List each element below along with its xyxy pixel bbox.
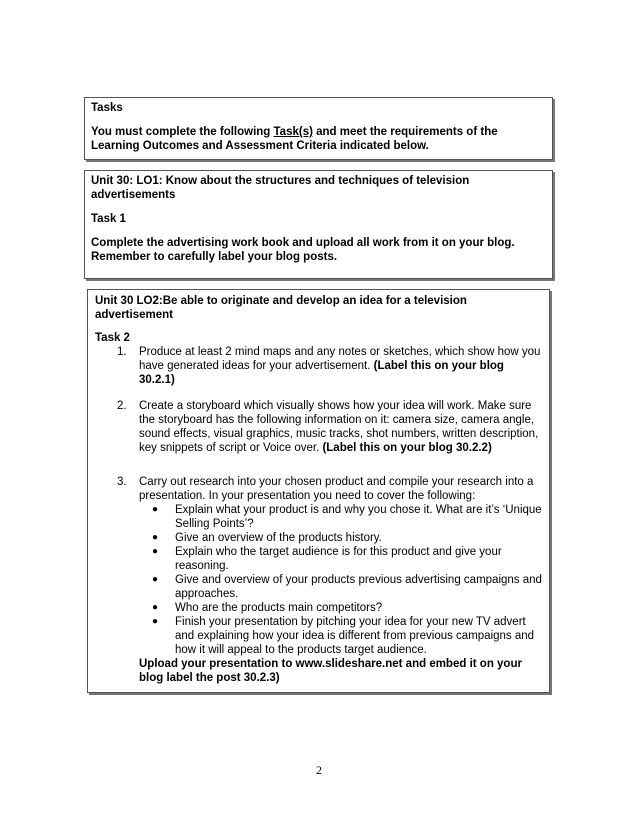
bullet-item [95, 545, 542, 573]
tasks-link[interactable]: Task(s) [273, 126, 313, 138]
task2-item-1 [95, 345, 542, 387]
task2-item-2 [95, 399, 542, 455]
item-label: (Label this on your blog 30.2.2) [322, 442, 492, 454]
upload-instructions: Upload your presentation to www.slideshare.net and embed it on your blog label the post 30.2.3) [139, 658, 522, 684]
bullet-text: Explain who the target audience is for this product and give your reasoning. [175, 546, 502, 572]
tasks-box [84, 97, 553, 160]
item-number: 2. [117, 400, 127, 412]
item-text: Produce at least 2 mind maps and any notes or sketches, which show how you have generated ideas for your advertisement. [139, 346, 541, 372]
bullet-text: Give and overview of your products previous advertising campaigns and approaches. [175, 574, 542, 600]
bullet-icon: ● [152, 504, 159, 515]
bullet-text: Explain what your product is and why you chose it. What are it’s ‘Unique Selling Points’? [175, 504, 542, 530]
tasks-text-before: You must complete the following [91, 126, 274, 138]
tasks-heading: Tasks [91, 102, 123, 114]
bullet-item [95, 601, 542, 615]
bullet-item [95, 615, 542, 657]
bullet-icon: ● [152, 574, 159, 585]
bullet-text: Finish your presentation by pitching your idea for your new TV advert and explaining how your idea is different from previous campaigns and how it will appeal to the products target audience. [175, 616, 535, 656]
bullet-icon: ● [152, 616, 159, 627]
page-number: 2 [316, 763, 322, 777]
task1-label: Task 1 [91, 213, 126, 225]
lo2-title: Unit 30 LO2:Be able to originate and develop an idea for a television advertisement [95, 295, 467, 321]
item-text: Carry out research into your chosen product and compile your research into a presentation. In your presentation you need to cover the following: [139, 476, 534, 502]
bullet-icon: ● [152, 546, 159, 557]
task1-instructions: Complete the advertising work book and upload all work from it on your blog. Remember to carefully label your blog posts. [91, 237, 515, 263]
bullet-item [95, 503, 542, 531]
bullet-text: Who are the products main competitors? [175, 602, 383, 614]
unit30-lo2-box [87, 289, 550, 693]
item-text: Create a storyboard which visually shows how your idea will work. Make sure the storyboard has the following information on it: camera size, camera angle, sound effects, visual graphics, music tracks, shot numbers, written description, key snippets of script or Voice over. [139, 400, 539, 454]
lo1-title: Unit 30: LO1: Know about the structures and techniques of television advertisements [91, 175, 470, 201]
item-number: 3. [117, 476, 127, 488]
tasks-text-after: and meet the requirements of the Learning Outcomes and Assessment Criteria indicated below. [91, 126, 498, 152]
item-number: 1. [117, 346, 127, 358]
item-label: (Label this on your blog 30.2.1) [139, 360, 504, 386]
task2-item-3 [95, 475, 542, 503]
task2-label: Task 2 [95, 332, 130, 344]
tasks-instructions [91, 125, 546, 153]
bullet-icon: ● [152, 602, 159, 613]
bullet-icon: ● [152, 532, 159, 543]
unit30-lo1-box [84, 170, 553, 279]
bullet-item [95, 531, 542, 545]
bullet-item [95, 573, 542, 601]
bullet-text: Give an overview of the products history. [175, 532, 382, 544]
